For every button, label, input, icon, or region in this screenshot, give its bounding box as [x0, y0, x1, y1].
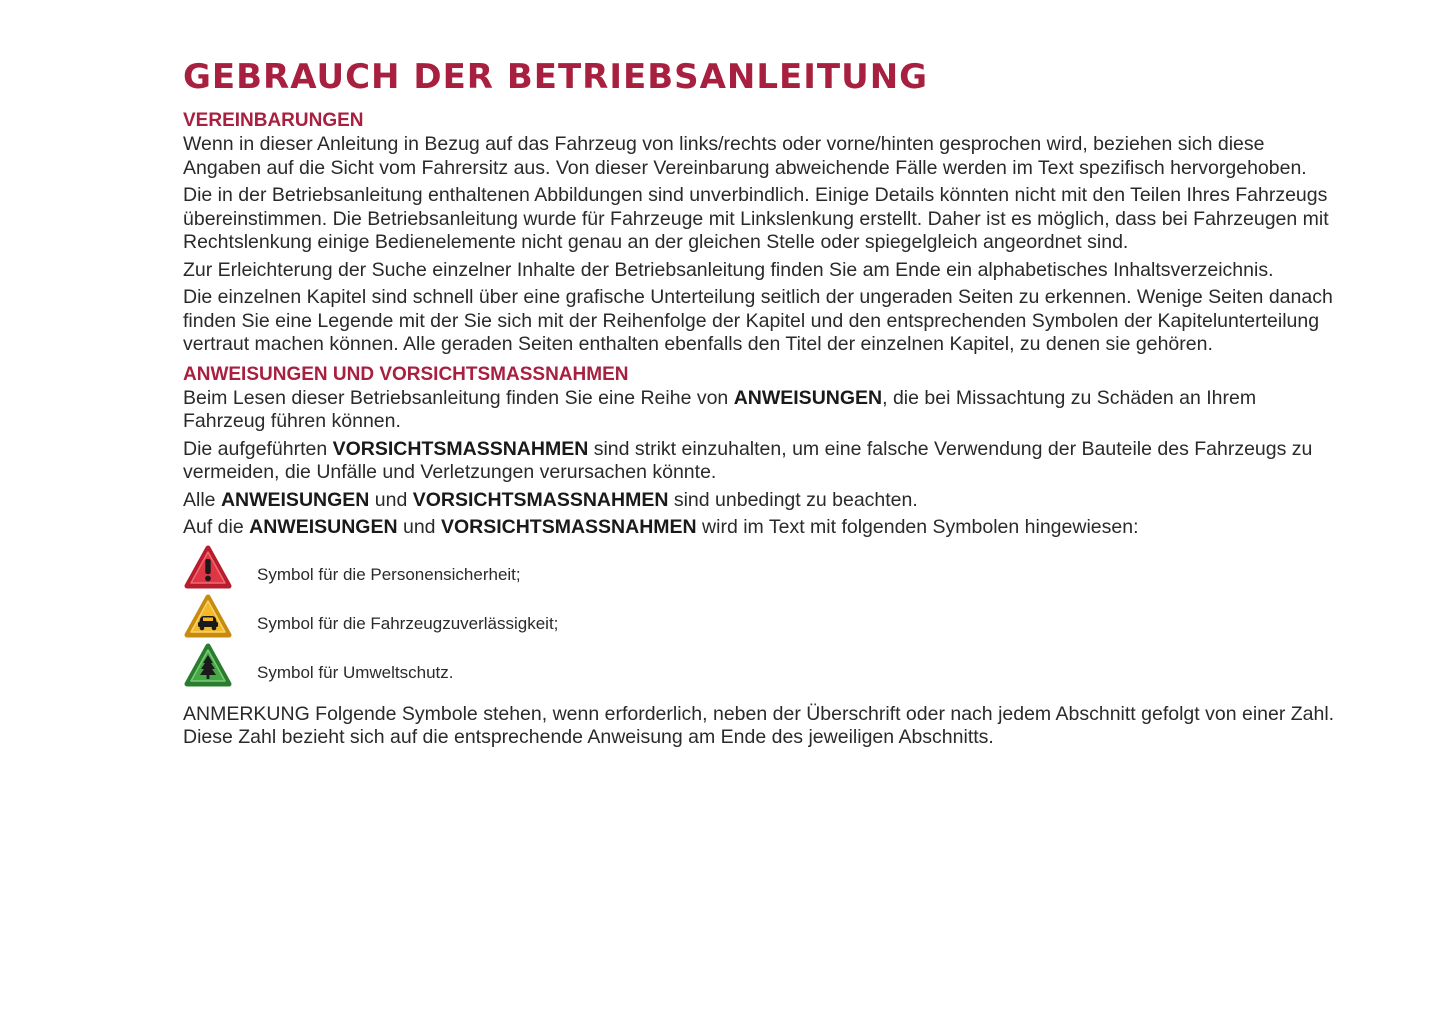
- symbol-row: [183, 642, 1343, 691]
- paragraph: Zur Erleichterung der Suche einzelner Inhalte der Betriebsanleitung finden Sie am Ende ein alphabetisches Inhaltsverzeichnis.: [183, 258, 1274, 281]
- text-run: sind unbedingt zu beachten.: [668, 488, 918, 511]
- text-run: , die bei Missachtung zu Schäden an Ihrem Fahrzeug führen können.: [183, 386, 1257, 432]
- symbol-legend: [183, 544, 1343, 691]
- section-heading-anweisungen: ANWEISUNGEN UND VORSICHTSMASSNAHMEN: [183, 363, 629, 385]
- bold-term: VORSICHTSMASSNAHMEN: [412, 488, 669, 511]
- text-run: und: [369, 488, 413, 511]
- text-run: Alle: [183, 488, 221, 511]
- bold-term: ANWEISUNGEN: [220, 488, 370, 511]
- text-run: Beim Lesen dieser Betriebsanleitung finden Sie eine Reihe von: [183, 386, 734, 409]
- section-heading-vereinbarungen: VEREINBARUNGEN: [183, 110, 364, 131]
- bold-term: VORSICHTSMASSNAHMEN: [440, 516, 697, 538]
- paragraph: [183, 516, 1343, 540]
- symbol-label: Symbol für die Fahrzeugzuverlässigkeit;: [257, 614, 559, 633]
- text-run: wird im Text mit folgenden Symbolen hingewiesen:: [696, 516, 1139, 538]
- manual-page: [183, 55, 1343, 754]
- symbol-label: Symbol für die Personensicherheit;: [257, 565, 521, 584]
- paragraph: [183, 438, 1343, 485]
- note-paragraph: ANMERKUNG Folgende Symbole stehen, wenn erforderlich, neben der Überschrift oder nach jedem Abschnitt gefolgt von einer Zahl. Diese Zahl bezieht sich auf die entsprechende Anweisung am Ende des jeweiligen Abschnitts.: [183, 702, 1335, 748]
- bold-term: ANWEISUNGEN: [249, 516, 398, 538]
- paragraph: Wenn in dieser Anleitung in Bezug auf das Fahrzeug von links/rechts oder vorne/hinten gesprochen wird, beziehen sich diese Angaben auf die Sicht vom Fahrersitz aus. Von dieser Vereinbarung abweichende Fälle werden im Text spezifisch hervorgehoben.: [183, 133, 1307, 179]
- text-run: Die aufgeführten: [183, 437, 333, 460]
- paragraph: [183, 489, 1343, 513]
- symbol-label: Symbol für Umweltschutz.: [257, 663, 454, 682]
- paragraph: Die einzelnen Kapitel sind schnell über eine grafische Unterteilung seitlich der ungeraden Seiten zu erkennen. Wenige Seiten danach finden Sie eine Legende mit der Sie sich mit der Reihenfolge der Kapitel und den entsprechenden Symbolen der Kapitelunterteilung vertraut machen können. Alle geraden Seiten enthalten ebenfalls den Titel der einzelnen Kapitel, zu denen sie gehören.: [183, 286, 1333, 355]
- symbol-row: [183, 593, 1343, 642]
- page-title: GEBRAUCH DER BETRIEBSANLEITUNG: [183, 57, 929, 97]
- text-run: Auf die: [183, 516, 250, 538]
- text-run: sind strikt einzuhalten, um eine falsche Verwendung der Bauteile des Fahrzeugs zu vermeiden, die Unfälle und Verletzungen verursachen könnte.: [183, 437, 1313, 483]
- personal-safety-warning-icon: [183, 544, 233, 592]
- environment-protection-warning-icon: [183, 642, 233, 690]
- paragraph: [183, 387, 1343, 434]
- symbol-row: [183, 544, 1343, 593]
- vehicle-reliability-warning-icon: [183, 593, 233, 641]
- bold-term: VORSICHTSMASSNAHMEN: [332, 437, 589, 460]
- text-run: und: [397, 516, 441, 538]
- bold-term: ANWEISUNGEN: [733, 386, 883, 409]
- paragraph: Die in der Betriebsanleitung enthaltenen Abbildungen sind unverbindlich. Einige Details könnten nicht mit den Teilen Ihres Fahrzeugs übereinstimmen. Die Betriebsanleitung wurde für Fahrzeuge mit Linkslenkung erstellt. Daher ist es möglich, dass bei Fahrzeugen mit Rechtslenkung einige Bedienelemente nicht genau an der gleichen Stelle oder spiegelgleich angeordnet sind.: [183, 184, 1329, 253]
